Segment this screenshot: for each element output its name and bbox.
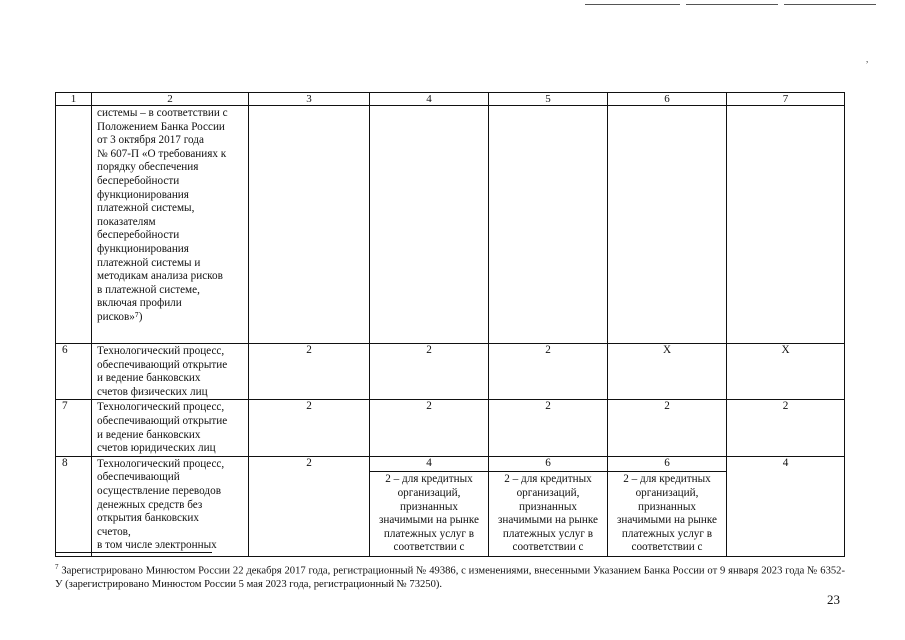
cell-col-5: 2 <box>489 344 608 400</box>
desc-line: порядку обеспечения <box>97 161 199 174</box>
header-col-3: 3 <box>249 93 370 106</box>
desc-line: денежных средств без <box>97 498 203 511</box>
sub-line: признанных <box>637 500 697 513</box>
row-number <box>56 106 92 344</box>
desc-line: осуществление переводов <box>97 484 221 497</box>
desc-line: Положением Банка России <box>97 120 225 133</box>
cell-col-3: 2 <box>249 344 370 400</box>
cell-col-7: X <box>727 344 845 400</box>
header-row <box>56 93 845 106</box>
cell-col-7: 2 <box>727 400 845 456</box>
desc-line: функционирования <box>97 242 189 255</box>
cell-col-4 <box>370 106 489 344</box>
footnote-text: Зарегистрировано Минюстом России 22 декабря 2017 года, регистрационный № 49386, с изменениями, внесенными Указанием Банка России от 9 января 2023 года № 6352-У (зарегистрировано Минюстом России 5 мая 2023 года, регистрационный № 73250). <box>55 565 845 590</box>
cell-col-4 <box>370 456 489 556</box>
sub-line: значимыми на рынке <box>617 514 717 527</box>
footnote-marker: 7 <box>55 563 59 571</box>
row-description <box>92 456 249 556</box>
cell-col-6 <box>608 456 727 556</box>
sub-line: признанных <box>399 500 459 513</box>
row-number: 8 <box>56 456 92 556</box>
page-number: 23 <box>827 592 840 607</box>
top-rule-left <box>585 4 680 5</box>
sub-line: соответствии с <box>512 541 584 554</box>
cell-sub-note <box>370 471 488 555</box>
regulation-table <box>55 92 845 557</box>
desc-line: в том числе электронных <box>97 539 217 552</box>
desc-line: обеспечивающий открытие <box>97 414 228 427</box>
desc-line: Технологический процесс, <box>97 401 225 414</box>
row-number: 7 <box>56 400 92 456</box>
desc-line: от 3 октября 2017 года <box>97 134 204 147</box>
row-number: 6 <box>56 344 92 400</box>
top-rule-middle <box>686 4 778 5</box>
sub-line: организаций, <box>635 486 699 499</box>
cell-sub-note <box>608 471 726 555</box>
cell-col-5 <box>489 106 608 344</box>
cell-main-value: 4 <box>426 456 432 469</box>
sub-line: соответствии с <box>631 541 703 554</box>
cell-main-value: 6 <box>664 456 670 469</box>
desc-line: Технологический процесс, <box>97 457 225 470</box>
desc-line: № 607-П «О требованиях к <box>97 147 227 160</box>
desc-line: рисков»⁷) <box>97 310 143 323</box>
cell-col-5 <box>489 456 608 556</box>
desc-line: обеспечивающий <box>97 471 180 484</box>
scan-mark: , <box>866 54 869 64</box>
desc-line: счетов физических лиц <box>97 385 208 398</box>
table-row-7 <box>56 400 845 456</box>
cell-col-3 <box>249 106 370 344</box>
sub-line: 2 – для кредитных <box>623 473 711 486</box>
top-rule-right <box>784 4 876 5</box>
cell-col-6: 2 <box>608 400 727 456</box>
sub-line: значимыми на рынке <box>498 514 598 527</box>
sub-line: организаций, <box>397 486 461 499</box>
sub-line: соответствии с <box>393 541 465 554</box>
cell-sub-note <box>489 471 607 555</box>
header-col-4: 4 <box>370 93 489 106</box>
desc-line: системы – в соответствии с <box>97 107 228 119</box>
cell-col-4: 2 <box>370 400 489 456</box>
cell-col-3: 2 <box>249 400 370 456</box>
desc-line: и ведение банковских <box>97 372 201 385</box>
desc-line: показателям <box>97 215 156 228</box>
desc-line: и ведение банковских <box>97 428 201 441</box>
header-col-1: 1 <box>56 93 92 106</box>
desc-line: Технологический процесс, <box>97 345 225 357</box>
cell-main-value: 6 <box>545 456 551 469</box>
cell-col-6 <box>608 106 727 344</box>
header-col-6: 6 <box>608 93 727 106</box>
cell-col-3: 2 <box>249 456 370 556</box>
header-col-2: 2 <box>92 93 249 106</box>
desc-line: методикам анализа рисков <box>97 270 223 283</box>
desc-line: платежной системы, <box>97 202 195 215</box>
table-row-6 <box>56 344 845 400</box>
desc-line: в платежной системе, <box>97 283 200 296</box>
sub-line: платежных услуг в <box>502 527 594 540</box>
row-description <box>92 106 249 344</box>
desc-line: счетов, <box>97 525 131 538</box>
row-description <box>92 400 249 456</box>
header-col-7: 7 <box>727 93 845 106</box>
table-row-8 <box>56 456 845 556</box>
sub-line: платежных услуг в <box>383 527 475 540</box>
desc-line: открытия банковских <box>97 512 200 525</box>
sub-line: 2 – для кредитных <box>385 473 473 486</box>
table-row-continued <box>56 106 845 344</box>
desc-line: счетов юридических лиц <box>97 442 216 455</box>
footnote-separator <box>55 552 212 553</box>
cell-col-4: 2 <box>370 344 489 400</box>
desc-line: бесперебойности <box>97 229 180 242</box>
footnote <box>55 561 845 591</box>
cell-col-7 <box>727 106 845 344</box>
desc-line: функционирования <box>97 188 189 201</box>
cell-col-5: 2 <box>489 400 608 456</box>
header-col-5: 5 <box>489 93 608 106</box>
sub-line: платежных услуг в <box>621 527 713 540</box>
cell-col-6: X <box>608 344 727 400</box>
sub-line: значимыми на рынке <box>379 514 479 527</box>
desc-line: включая профили <box>97 297 182 310</box>
cell-col-7: 4 <box>727 456 845 556</box>
sub-line: организаций, <box>516 486 580 499</box>
desc-line: бесперебойности <box>97 174 180 187</box>
desc-line: платежной системы и <box>97 256 201 269</box>
row-description <box>92 344 249 400</box>
sub-line: 2 – для кредитных <box>504 473 592 486</box>
desc-line: обеспечивающий открытие <box>97 358 228 371</box>
sub-line: признанных <box>518 500 578 513</box>
